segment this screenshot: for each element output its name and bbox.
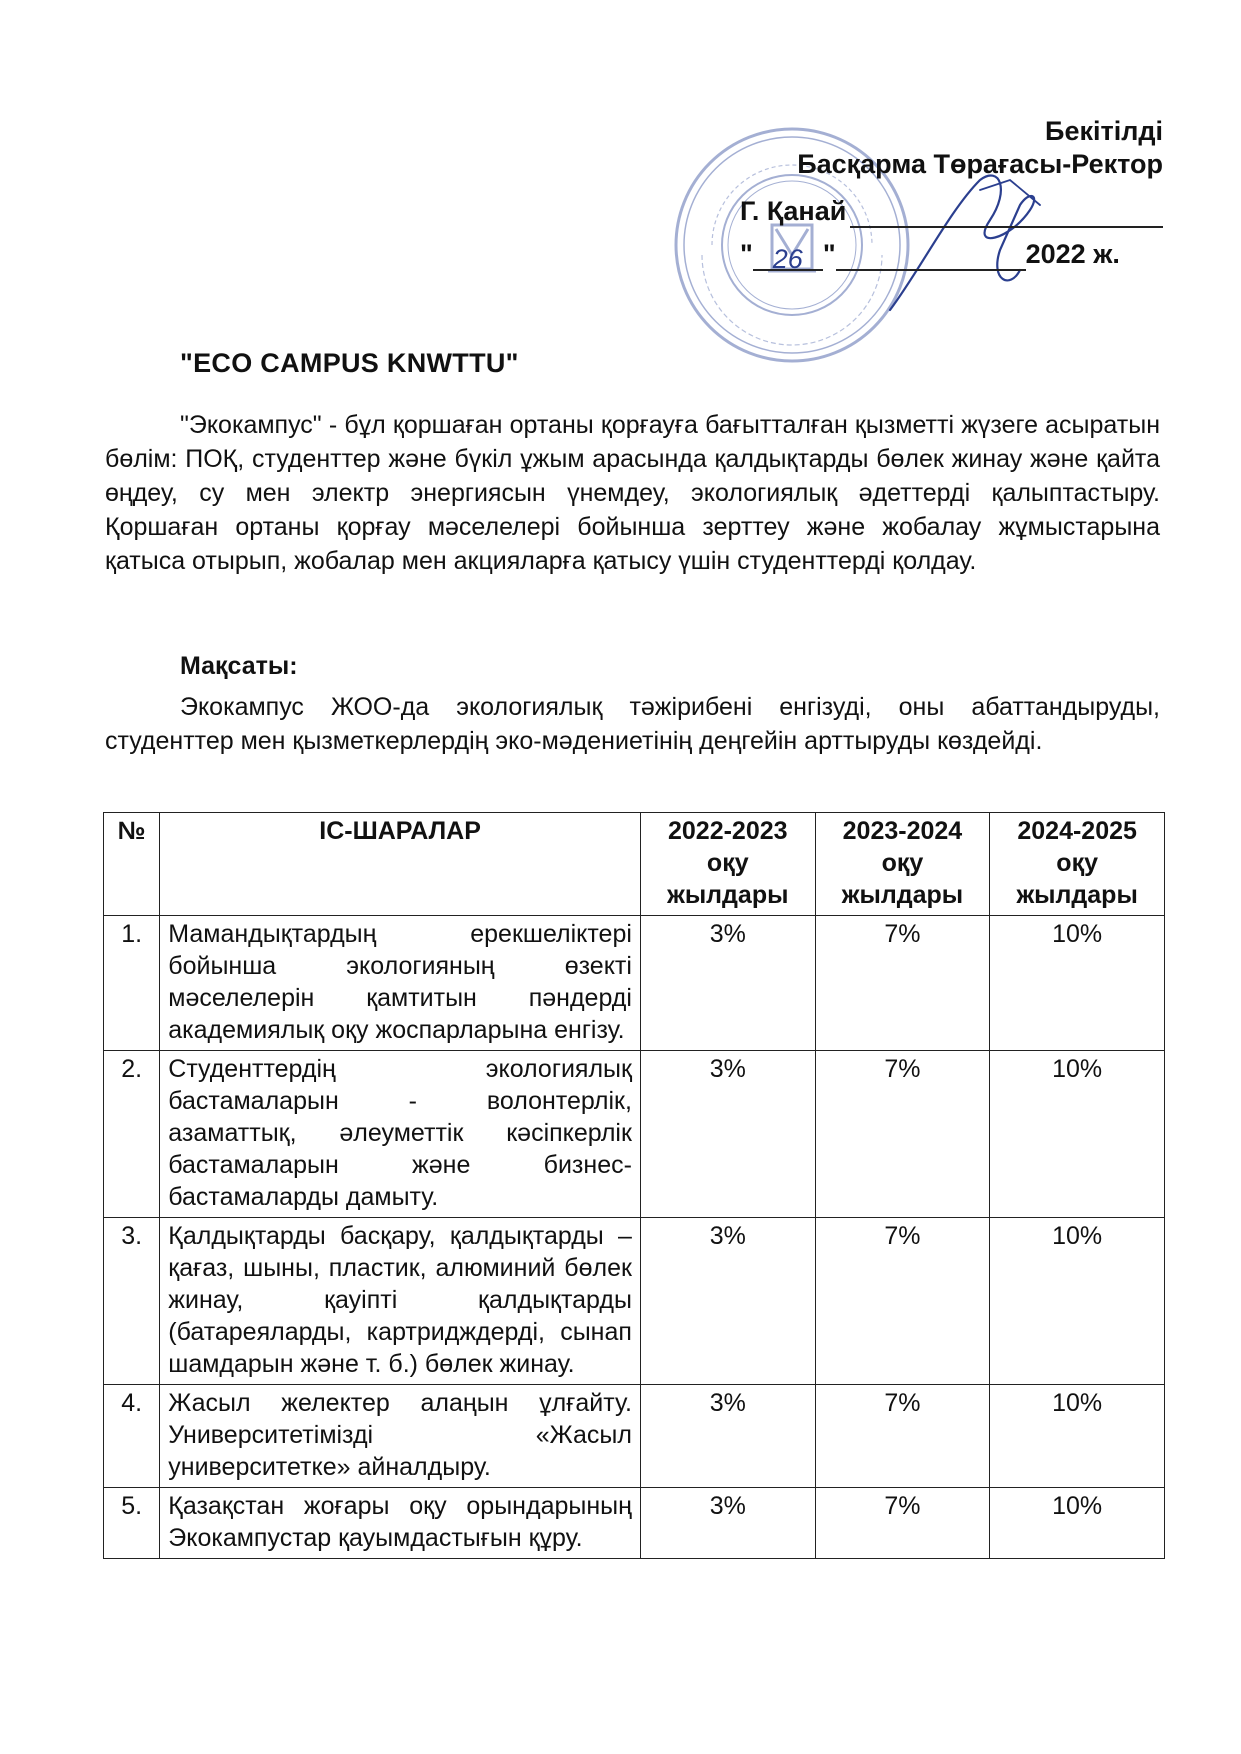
approver-position: Басқарма Төрағасы-Ректор bbox=[797, 149, 1163, 179]
document-title: "ECO CAMPUS KNWTTU" bbox=[180, 348, 519, 378]
row-year1-value: 3% bbox=[640, 916, 815, 1051]
row-number: 4. bbox=[104, 1385, 160, 1488]
date-year: 2022 ж. bbox=[1025, 239, 1120, 269]
row-year3-value: 10% bbox=[990, 1385, 1165, 1488]
row-year2-value: 7% bbox=[815, 916, 990, 1051]
row-year3-value: 10% bbox=[990, 1218, 1165, 1385]
approver-name: Г. Қанай bbox=[740, 196, 847, 226]
approval-date-line bbox=[740, 238, 1163, 274]
table-row bbox=[104, 916, 1165, 1051]
header-number: № bbox=[104, 813, 160, 916]
row-year1-value: 3% bbox=[640, 1488, 815, 1559]
row-year2-value: 7% bbox=[815, 1218, 990, 1385]
signature-line bbox=[740, 195, 1163, 228]
row-year1-value: 3% bbox=[640, 1051, 815, 1218]
row-number: 5. bbox=[104, 1488, 160, 1559]
signature-underline bbox=[850, 202, 1163, 228]
row-year3-value: 10% bbox=[990, 916, 1165, 1051]
row-year1-value: 3% bbox=[640, 1385, 815, 1488]
row-year2-value: 7% bbox=[815, 1488, 990, 1559]
row-year1-value: 3% bbox=[640, 1218, 815, 1385]
table-row bbox=[104, 1385, 1165, 1488]
row-number: 2. bbox=[104, 1051, 160, 1218]
row-year2-value: 7% bbox=[815, 1385, 990, 1488]
header-year-2024-2025: 2024-2025 оқу жылдары bbox=[990, 813, 1165, 916]
row-year3-value: 10% bbox=[990, 1051, 1165, 1218]
row-number: 1. bbox=[104, 916, 160, 1051]
row-year3-value: 10% bbox=[990, 1488, 1165, 1559]
approved-label: Бекітілді bbox=[1045, 116, 1163, 146]
row-year2-value: 7% bbox=[815, 1051, 990, 1218]
date-close-quote: " bbox=[822, 239, 836, 269]
table-row bbox=[104, 1218, 1165, 1385]
header-activities: ІС-ШАРАЛАР bbox=[160, 813, 641, 916]
date-open-quote: " bbox=[740, 239, 753, 269]
goal-paragraph: Экокампус ЖОО-да экологиялық тәжірибені енгізуді, оны абаттандыруды, студенттер мен қызметкерлердің эко-мәдениетінің деңгейін арттыруды көздейді. bbox=[105, 693, 1160, 755]
row-activity: Жасыл желектер алаңын ұлғайту. Университетімізді «Жасыл университетке» айналдыру. bbox=[160, 1385, 641, 1488]
row-activity: Қалдықтарды басқару, қалдықтарды – қағаз, шыны, пластик, алюминий бөлек жинау, қауіпті қалдықтарды (батареяларды, картридждерді, сынап шамдарын және т. б.) бөлек жинау. bbox=[160, 1218, 641, 1385]
header-year-2023-2024: 2023-2024 оқу жылдары bbox=[815, 813, 990, 916]
row-activity: Студенттердің экологиялық бастамаларын - волонтерлік, азаматтық, әлеуметтік кәсіпкерлік бастамаларын және бизнес-бастамаларды дамыту. bbox=[160, 1051, 641, 1218]
row-number: 3. bbox=[104, 1218, 160, 1385]
approval-block bbox=[740, 115, 1163, 274]
goal-heading: Мақсаты: bbox=[180, 652, 298, 680]
row-activity: Қазақстан жоғары оқу орындарының Экокампустар қауымдастығын құру. bbox=[160, 1488, 641, 1559]
date-day: 26 bbox=[753, 243, 823, 271]
table-header-row bbox=[104, 813, 1165, 916]
header-year-2022-2023: 2022-2023 оқу жылдары bbox=[640, 813, 815, 916]
activities-table bbox=[103, 812, 1165, 1559]
date-month-blank bbox=[836, 243, 1026, 271]
intro-paragraph: "Экокампус" - бұл қоршаған ортаны қорғауға бағытталған қызметті жүзеге асыратын бөлім: ПОҚ, студенттер және бүкіл ұжым арасында қалдықтарды бөлек жинау және қайта өңдеу, су мен электр энергиясын үнемдеу, экологиялық әдеттерді қалыптастыру. Қоршаған ортаны қорғау мәселелері бойынша зерттеу және жобалау жұмыстарына қатыса отырып, жобалар мен акцияларға қатысу үшін студенттерді қолдау. bbox=[105, 411, 1160, 575]
table-row bbox=[104, 1051, 1165, 1218]
row-activity: Мамандықтардың ерекшеліктері бойынша экологияның өзекті мәселелерін қамтитын пәндерді академиялық оқу жоспарларына енгізу. bbox=[160, 916, 641, 1051]
table-row bbox=[104, 1488, 1165, 1559]
